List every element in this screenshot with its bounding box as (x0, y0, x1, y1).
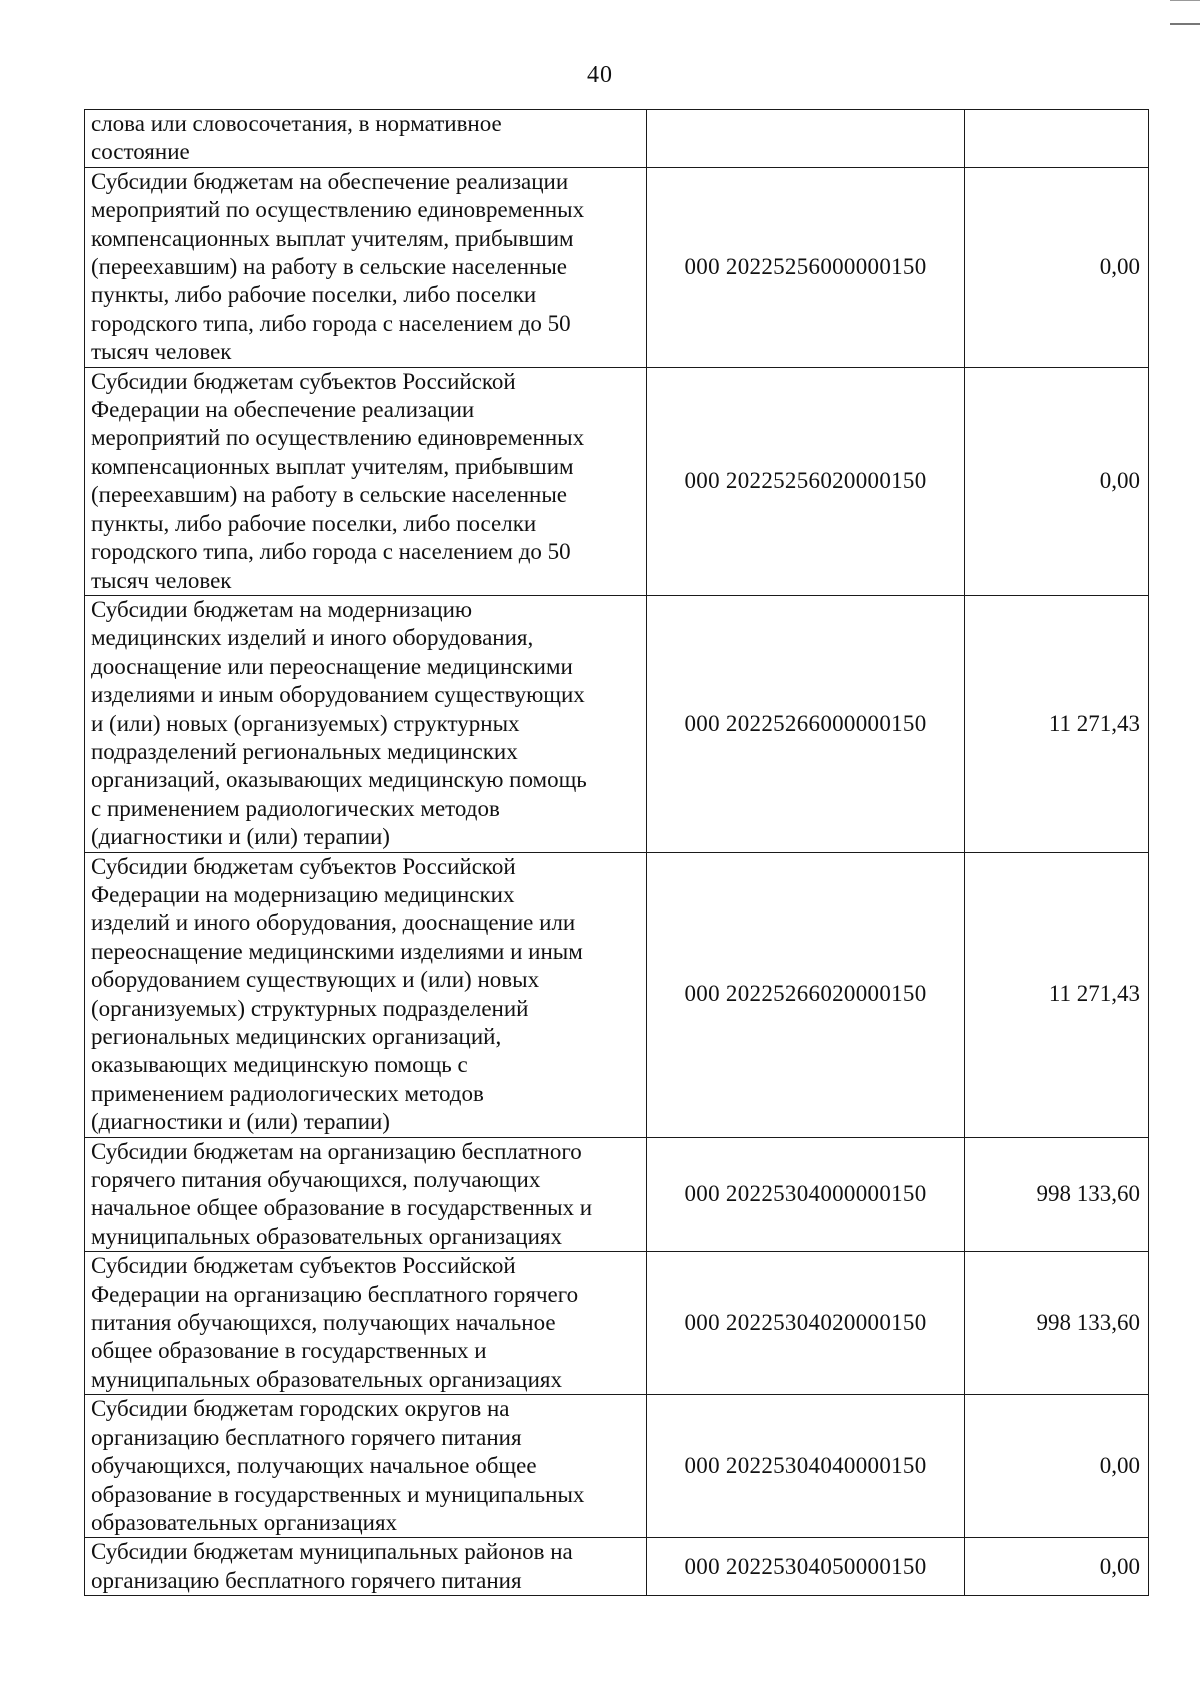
row-sum: 998 133,60 (965, 1137, 1149, 1252)
row-code: 000 20225266020000150 (647, 852, 965, 1137)
row-name: Субсидии бюджетам муниципальных районов на организацию бесплатного горячего питания (85, 1538, 647, 1596)
row-code: 000 20225304050000150 (647, 1538, 965, 1596)
row-code (647, 110, 965, 168)
row-name: Субсидии бюджетам субъектов Российской Федерации на модернизацию медицинских изделий и иного оборудования, дооснащение или переоснащение медицинскими изделиями и иным оборудованием существующих и (или) новых (организуемых) структурных подразделений региональных медицинских организаций, оказывающих медицинскую помощь с применением радиологических методов (диагностики и (или) терапии) (85, 852, 647, 1137)
row-code: 000 20225304000000150 (647, 1137, 965, 1252)
table-row (85, 595, 1149, 852)
row-sum: 0,00 (965, 1395, 1149, 1538)
row-name: Субсидии бюджетам на организацию бесплатного горячего питания обучающихся, получающих начальное общее образование в государственных и муниципальных образовательных организациях (85, 1137, 647, 1252)
row-sum: 0,00 (965, 167, 1149, 367)
page-number: 40 (587, 62, 613, 88)
row-name: Субсидии бюджетам субъектов Российской Федерации на организацию бесплатного горячего питания обучающихся, получающих начальное общее образование в государственных и муниципальных образовательных организациях (85, 1252, 647, 1395)
row-sum: 11 271,43 (965, 595, 1149, 852)
row-code: 000 20225304020000150 (647, 1252, 965, 1395)
table-row (85, 1395, 1149, 1538)
table-row (85, 1538, 1149, 1596)
row-sum: 0,00 (965, 1538, 1149, 1596)
budget-table (84, 109, 1149, 1596)
table-row (85, 167, 1149, 367)
row-name: Субсидии бюджетам субъектов Российской Федерации на обеспечение реализации мероприятий по осуществлению единовременных компенсационных выплат учителям, прибывшим (переехавшим) на работу в сельские населенные пункты, либо рабочие поселки, либо поселки городского типа, либо города с населением до 50 тысяч человек (85, 367, 647, 595)
row-name: Субсидии бюджетам городских округов на организацию бесплатного горячего питания обучающихся, получающих начальное общее образование в государственных и муниципальных образовательных организациях (85, 1395, 647, 1538)
row-code: 000 20225256020000150 (647, 367, 965, 595)
table-row (85, 852, 1149, 1137)
row-code: 000 20225266000000150 (647, 595, 965, 852)
row-name: Субсидии бюджетам на модернизацию медицинских изделий и иного оборудования, дооснащение или переоснащение медицинскими изделиями и иным оборудованием существующих и (или) новых (организуемых) структурных подразделений региональных медицинских организаций, оказывающих медицинскую помощь с применением радиологических методов (диагностики и (или) терапии) (85, 595, 647, 852)
row-name: Субсидии бюджетам на обеспечение реализации мероприятий по осуществлению единовременных компенсационных выплат учителям, прибывшим (переехавшим) на работу в сельские населенные пункты, либо рабочие поселки, либо поселки городского типа, либо города с населением до 50 тысяч человек (85, 167, 647, 367)
row-sum: 0,00 (965, 367, 1149, 595)
table-row (85, 367, 1149, 595)
scan-edge-mark (1170, 0, 1200, 25)
row-sum: 998 133,60 (965, 1252, 1149, 1395)
row-code: 000 20225304040000150 (647, 1395, 965, 1538)
table-row (85, 1137, 1149, 1252)
row-name: слова или словосочетания, в нормативное состояние (85, 110, 647, 168)
row-code: 000 20225256000000150 (647, 167, 965, 367)
table-row (85, 1252, 1149, 1395)
row-sum: 11 271,43 (965, 852, 1149, 1137)
table-row (85, 110, 1149, 168)
row-sum (965, 110, 1149, 168)
